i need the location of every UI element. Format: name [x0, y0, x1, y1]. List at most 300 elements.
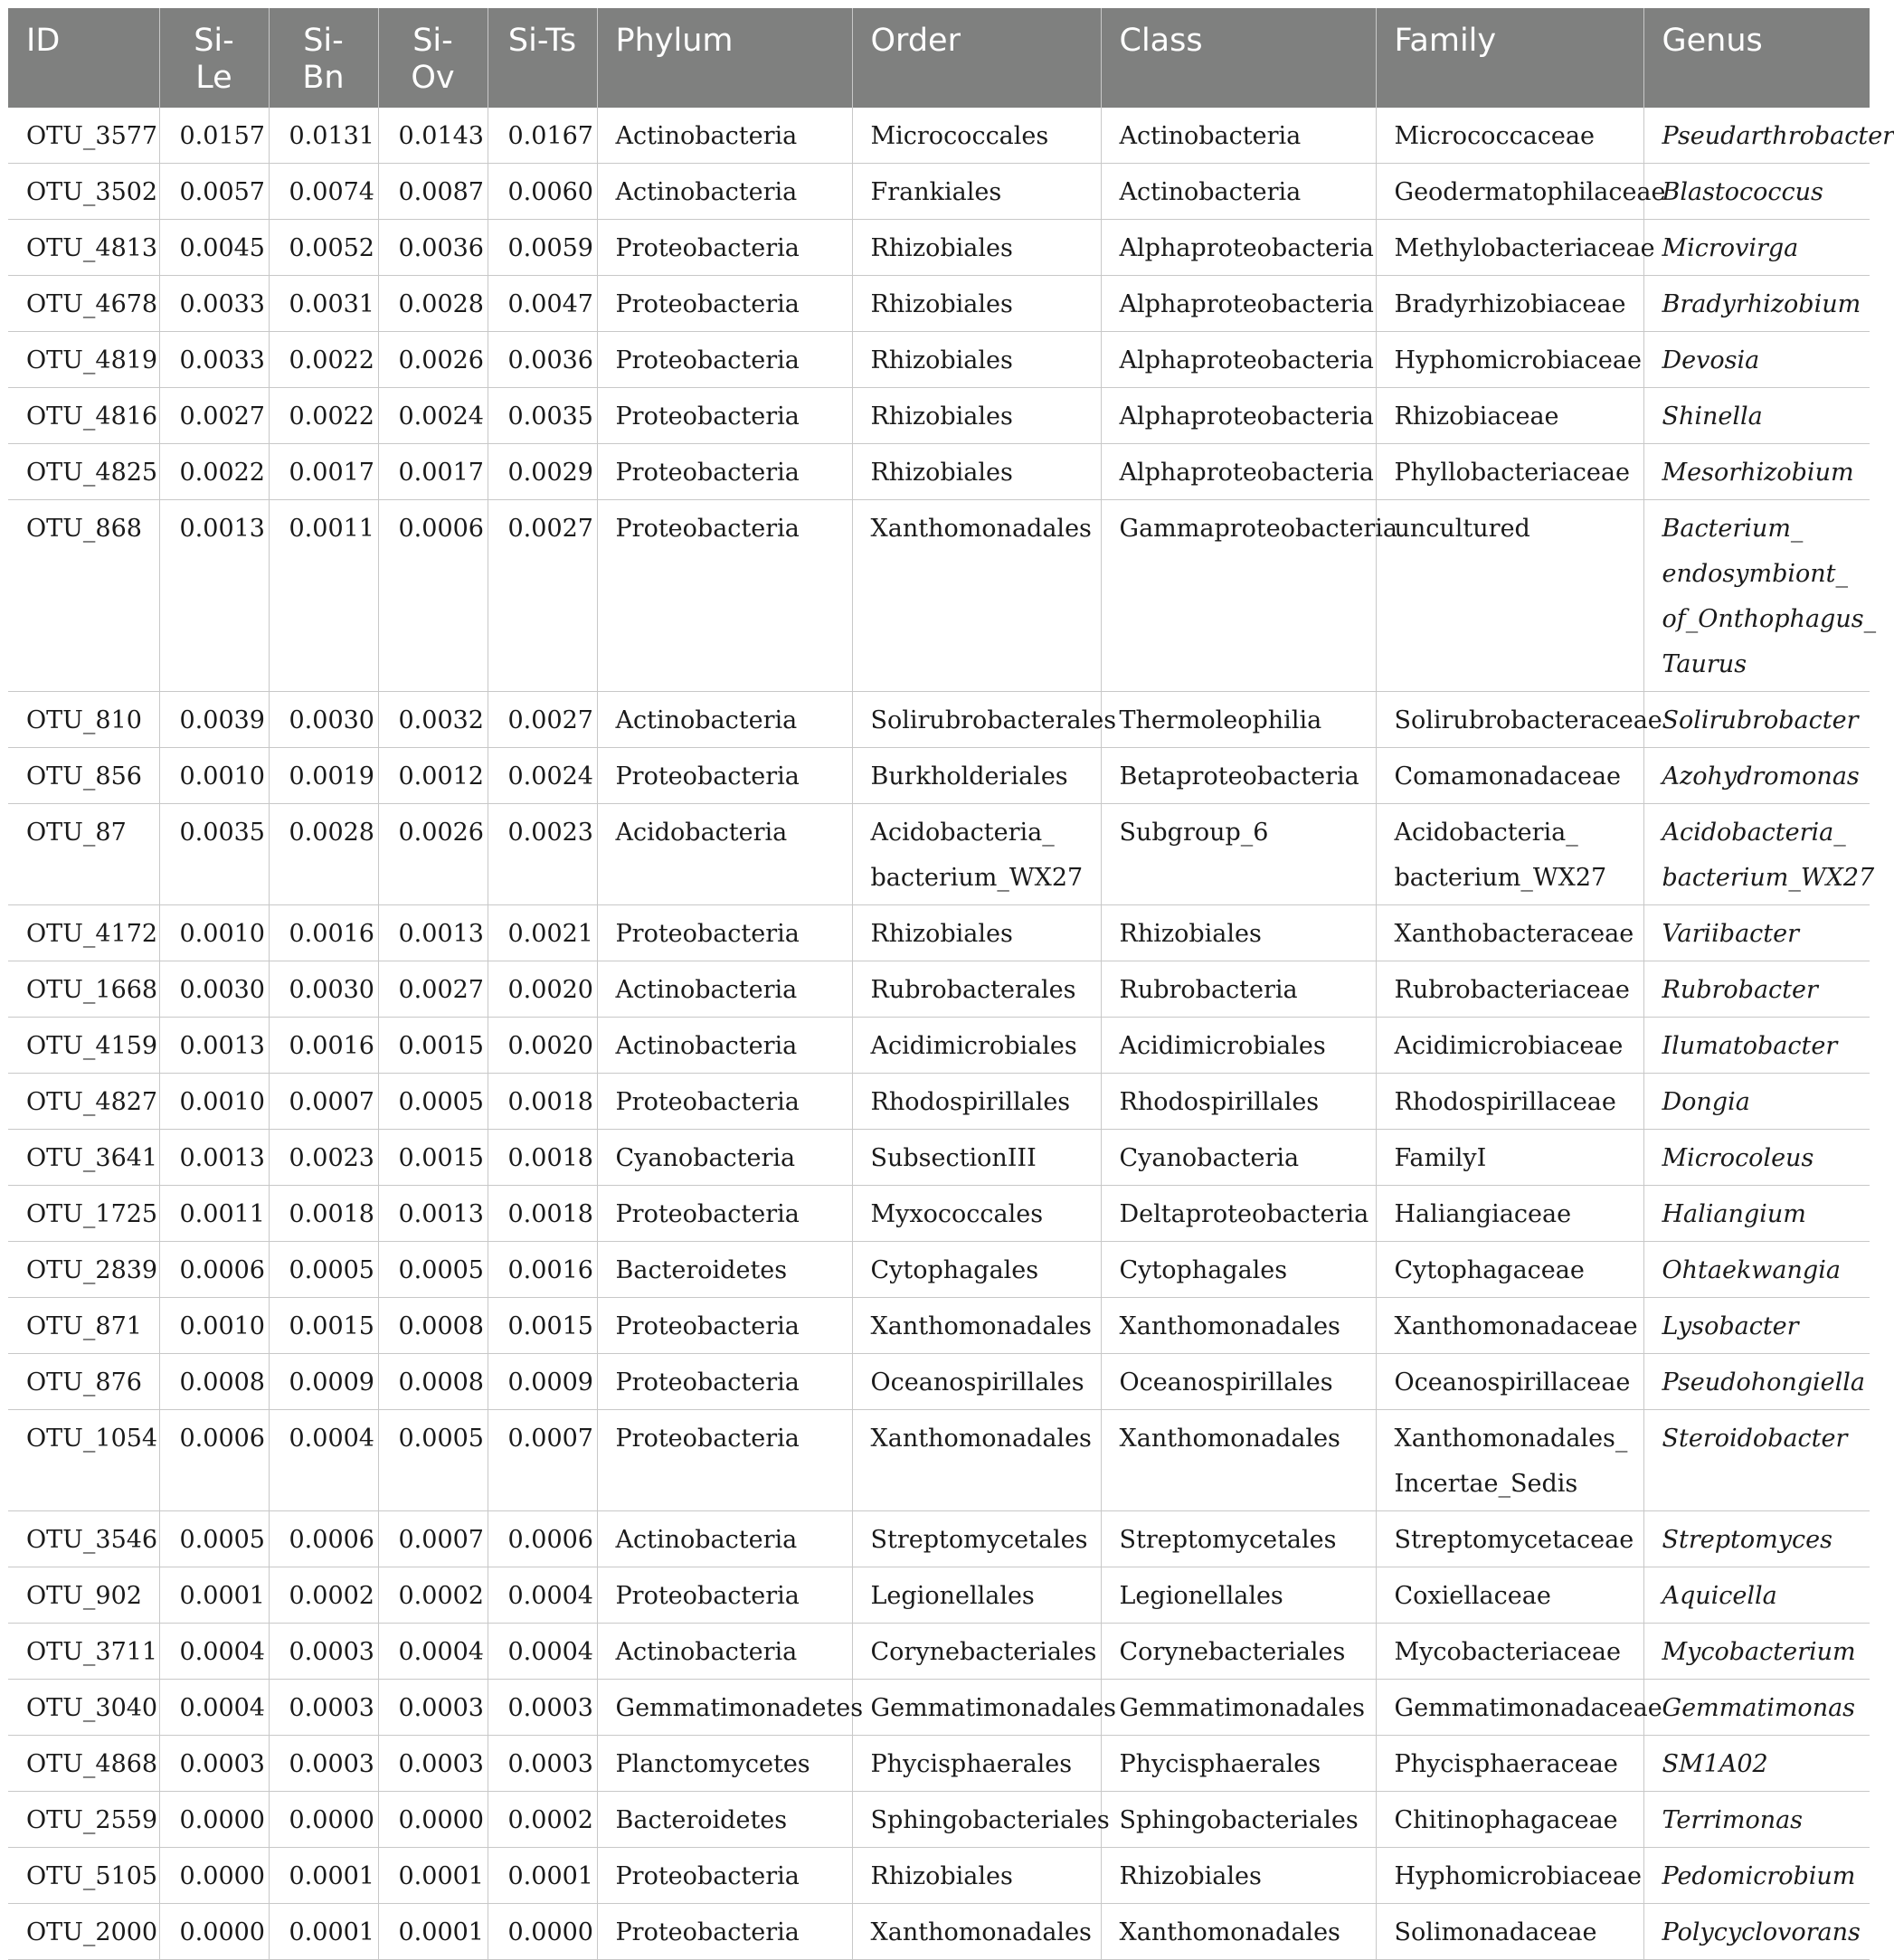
table-row	[8, 1567, 1870, 1624]
taxonomy-table-container	[8, 8, 1894, 1960]
cell-si-bn: 0.0009	[269, 1354, 378, 1410]
cell-si-ts: 0.0029	[488, 444, 597, 500]
cell-family: Xanthomonadaceae	[1376, 1298, 1643, 1354]
cell-si-ov: 0.0005	[378, 1410, 488, 1511]
cell-class: Oceanospirillales	[1101, 1354, 1376, 1410]
cell-order: SubsectionIII	[852, 1130, 1101, 1186]
cell-si-bn: 0.0002	[269, 1567, 378, 1624]
cell-class: Cyanobacteria	[1101, 1130, 1376, 1186]
cell-si-ts: 0.0006	[488, 1511, 597, 1567]
cell-class: Rhodospirillales	[1101, 1074, 1376, 1130]
cell-id: OTU_3641	[8, 1130, 159, 1186]
cell-genus: Aquicella	[1643, 1567, 1870, 1624]
table-row	[8, 276, 1870, 332]
cell-order: Streptomycetales	[852, 1511, 1101, 1567]
cell-phylum: Proteobacteria	[597, 905, 852, 961]
cell-genus: Devosia	[1643, 332, 1870, 388]
header-row	[8, 8, 1870, 108]
cell-genus: Terrimonas	[1643, 1792, 1870, 1848]
table-row	[8, 1792, 1870, 1848]
cell-class: Actinobacteria	[1101, 164, 1376, 220]
cell-si-ov: 0.0012	[378, 748, 488, 804]
cell-class: Acidimicrobiales	[1101, 1018, 1376, 1074]
table-row	[8, 1736, 1870, 1792]
cell-order: Rhizobiales	[852, 1848, 1101, 1904]
cell-si-ts: 0.0047	[488, 276, 597, 332]
cell-si-ov: 0.0003	[378, 1680, 488, 1736]
cell-order: Solirubrobacterales	[852, 692, 1101, 748]
cell-family: Phyllobacteriaceae	[1376, 444, 1643, 500]
cell-si-ts: 0.0027	[488, 692, 597, 748]
table-row	[8, 905, 1870, 961]
cell-phylum: Actinobacteria	[597, 1018, 852, 1074]
cell-id: OTU_876	[8, 1354, 159, 1410]
cell-class: Subgroup_6	[1101, 804, 1376, 905]
cell-id: OTU_5105	[8, 1848, 159, 1904]
cell-si-le: 0.0013	[159, 500, 269, 692]
cell-family: Bradyrhizobiaceae	[1376, 276, 1643, 332]
cell-si-bn: 0.0004	[269, 1410, 378, 1511]
cell-class: Streptomycetales	[1101, 1511, 1376, 1567]
cell-si-bn: 0.0016	[269, 905, 378, 961]
cell-si-le: 0.0004	[159, 1680, 269, 1736]
cell-si-ts: 0.0167	[488, 108, 597, 164]
cell-id: OTU_4678	[8, 276, 159, 332]
cell-si-ov: 0.0024	[378, 388, 488, 444]
header-si-ts: Si-Ts	[488, 8, 597, 108]
table-row	[8, 164, 1870, 220]
cell-genus: Bradyrhizobium	[1643, 276, 1870, 332]
cell-genus: Lysobacter	[1643, 1298, 1870, 1354]
cell-si-ts: 0.0001	[488, 1848, 597, 1904]
cell-phylum: Proteobacteria	[597, 388, 852, 444]
table-header	[8, 8, 1870, 108]
cell-class: Actinobacteria	[1101, 108, 1376, 164]
cell-si-bn: 0.0016	[269, 1018, 378, 1074]
cell-si-ov: 0.0087	[378, 164, 488, 220]
cell-si-le: 0.0013	[159, 1018, 269, 1074]
cell-family: Phycisphaeraceae	[1376, 1736, 1643, 1792]
table-body	[8, 108, 1894, 1960]
cell-genus: Blastococcus	[1643, 164, 1870, 220]
cell-si-le: 0.0010	[159, 1298, 269, 1354]
cell-si-bn: 0.0001	[269, 1848, 378, 1904]
table-row	[8, 220, 1870, 276]
cell-si-le: 0.0006	[159, 1242, 269, 1298]
cell-class: Deltaproteobacteria	[1101, 1186, 1376, 1242]
cell-phylum: Gemmatimonadetes	[597, 1680, 852, 1736]
cell-family: Chitinophagaceae	[1376, 1792, 1643, 1848]
cell-si-le: 0.0001	[159, 1567, 269, 1624]
cell-family: uncultured	[1376, 500, 1643, 692]
cell-si-ov: 0.0015	[378, 1130, 488, 1186]
cell-phylum: Proteobacteria	[597, 1298, 852, 1354]
cell-phylum: Proteobacteria	[597, 1410, 852, 1511]
cell-si-bn: 0.0052	[269, 220, 378, 276]
cell-si-bn: 0.0005	[269, 1242, 378, 1298]
cell-id: OTU_4172	[8, 905, 159, 961]
cell-si-le: 0.0027	[159, 388, 269, 444]
cell-si-ts: 0.0060	[488, 164, 597, 220]
cell-family: Hyphomicrobiaceae	[1376, 332, 1643, 388]
cell-order: Micrococcales	[852, 108, 1101, 164]
header-phylum: Phylum	[597, 8, 852, 108]
cell-class: Rhizobiales	[1101, 905, 1376, 961]
cell-si-bn: 0.0003	[269, 1680, 378, 1736]
cell-si-ov: 0.0015	[378, 1018, 488, 1074]
cell-id: OTU_3711	[8, 1624, 159, 1680]
cell-family: Haliangiaceae	[1376, 1186, 1643, 1242]
cell-phylum: Actinobacteria	[597, 108, 852, 164]
cell-phylum: Cyanobacteria	[597, 1130, 852, 1186]
cell-si-bn: 0.0074	[269, 164, 378, 220]
cell-si-le: 0.0157	[159, 108, 269, 164]
table-row	[8, 1848, 1870, 1904]
cell-si-ts: 0.0023	[488, 804, 597, 905]
cell-family: Micrococcaceae	[1376, 108, 1643, 164]
cell-genus: Microvirga	[1643, 220, 1870, 276]
taxonomy-table	[8, 8, 1894, 1960]
cell-si-ov: 0.0005	[378, 1242, 488, 1298]
cell-order: Myxococcales	[852, 1186, 1101, 1242]
cell-order: Rubrobacterales	[852, 961, 1101, 1018]
cell-phylum: Proteobacteria	[597, 500, 852, 692]
cell-class: Rubrobacteria	[1101, 961, 1376, 1018]
cell-family: Geodermatophilaceae	[1376, 164, 1643, 220]
cell-id: OTU_2559	[8, 1792, 159, 1848]
cell-si-ts: 0.0000	[488, 1904, 597, 1960]
cell-si-ov: 0.0013	[378, 905, 488, 961]
cell-class: Xanthomonadales	[1101, 1904, 1376, 1960]
cell-si-bn: 0.0030	[269, 961, 378, 1018]
cell-id: OTU_4813	[8, 220, 159, 276]
cell-si-le: 0.0033	[159, 332, 269, 388]
cell-id: OTU_87	[8, 804, 159, 905]
cell-si-ov: 0.0002	[378, 1567, 488, 1624]
cell-class: Alphaproteobacteria	[1101, 332, 1376, 388]
cell-class: Betaproteobacteria	[1101, 748, 1376, 804]
header-class: Class	[1101, 8, 1376, 108]
cell-phylum: Proteobacteria	[597, 1567, 852, 1624]
cell-phylum: Proteobacteria	[597, 1186, 852, 1242]
cell-si-le: 0.0039	[159, 692, 269, 748]
cell-si-le: 0.0013	[159, 1130, 269, 1186]
cell-id: OTU_1725	[8, 1186, 159, 1242]
cell-order: Xanthomonadales	[852, 1410, 1101, 1511]
cell-class: Alphaproteobacteria	[1101, 444, 1376, 500]
cell-si-bn: 0.0006	[269, 1511, 378, 1567]
cell-genus: Mycobacterium	[1643, 1624, 1870, 1680]
cell-order: Xanthomonadales	[852, 1298, 1101, 1354]
cell-genus: Haliangium	[1643, 1186, 1870, 1242]
cell-class: Alphaproteobacteria	[1101, 220, 1376, 276]
cell-class: Xanthomonadales	[1101, 1410, 1376, 1511]
header-family: Family	[1376, 8, 1643, 108]
cell-si-ov: 0.0026	[378, 332, 488, 388]
cell-si-le: 0.0000	[159, 1792, 269, 1848]
cell-si-ts: 0.0059	[488, 220, 597, 276]
cell-si-bn: 0.0022	[269, 388, 378, 444]
cell-id: OTU_4868	[8, 1736, 159, 1792]
table-row	[8, 748, 1870, 804]
cell-si-ts: 0.0018	[488, 1186, 597, 1242]
table-row	[8, 1242, 1870, 1298]
cell-order: Rhizobiales	[852, 220, 1101, 276]
cell-class: Gemmatimonadales	[1101, 1680, 1376, 1736]
cell-family: Xanthobacteraceae	[1376, 905, 1643, 961]
cell-genus: Pedomicrobium	[1643, 1848, 1870, 1904]
cell-si-ov: 0.0004	[378, 1624, 488, 1680]
cell-class: Sphingobacteriales	[1101, 1792, 1376, 1848]
cell-order: Rhizobiales	[852, 444, 1101, 500]
cell-si-le: 0.0008	[159, 1354, 269, 1410]
cell-order: Acidobacteria_ bacterium_WX27	[852, 804, 1101, 905]
table-row	[8, 804, 1870, 905]
cell-si-ts: 0.0004	[488, 1624, 597, 1680]
cell-si-ts: 0.0020	[488, 961, 597, 1018]
cell-family: Coxiellaceae	[1376, 1567, 1643, 1624]
cell-si-ts: 0.0009	[488, 1354, 597, 1410]
cell-si-ov: 0.0006	[378, 500, 488, 692]
cell-si-ov: 0.0007	[378, 1511, 488, 1567]
table-row	[8, 1904, 1870, 1960]
cell-si-ts: 0.0018	[488, 1074, 597, 1130]
header-si-bn	[269, 8, 378, 108]
cell-id: OTU_4827	[8, 1074, 159, 1130]
cell-phylum: Proteobacteria	[597, 1354, 852, 1410]
cell-id: OTU_4825	[8, 444, 159, 500]
cell-order: Xanthomonadales	[852, 1904, 1101, 1960]
cell-si-le: 0.0035	[159, 804, 269, 905]
table-row	[8, 1018, 1870, 1074]
cell-si-ts: 0.0015	[488, 1298, 597, 1354]
cell-phylum: Planctomycetes	[597, 1736, 852, 1792]
cell-phylum: Actinobacteria	[597, 1511, 852, 1567]
cell-id: OTU_3577	[8, 108, 159, 164]
cell-phylum: Proteobacteria	[597, 1904, 852, 1960]
header-si-le	[159, 8, 269, 108]
table-row	[8, 444, 1870, 500]
cell-phylum: Proteobacteria	[597, 220, 852, 276]
cell-order: Cytophagales	[852, 1242, 1101, 1298]
table-row	[8, 1186, 1870, 1242]
cell-si-ov: 0.0027	[378, 961, 488, 1018]
cell-order: Phycisphaerales	[852, 1736, 1101, 1792]
table-row	[8, 332, 1870, 388]
cell-genus: Variibacter	[1643, 905, 1870, 961]
cell-si-bn: 0.0003	[269, 1736, 378, 1792]
cell-genus: Streptomyces	[1643, 1511, 1870, 1567]
cell-si-le: 0.0000	[159, 1904, 269, 1960]
cell-si-le: 0.0005	[159, 1511, 269, 1567]
cell-si-ov: 0.0028	[378, 276, 488, 332]
cell-si-ov: 0.0026	[378, 804, 488, 905]
cell-si-le: 0.0057	[159, 164, 269, 220]
cell-order: Rhizobiales	[852, 905, 1101, 961]
header-si-bn-label: Si- Bn	[302, 23, 345, 96]
cell-si-ts: 0.0020	[488, 1018, 597, 1074]
table-row	[8, 108, 1870, 164]
cell-si-ov: 0.0003	[378, 1736, 488, 1792]
cell-order: Corynebacteriales	[852, 1624, 1101, 1680]
cell-id: OTU_1054	[8, 1410, 159, 1511]
cell-family: Acidobacteria_ bacterium_WX27	[1376, 804, 1643, 905]
cell-family: Solirubrobacteraceae	[1376, 692, 1643, 748]
cell-id: OTU_4819	[8, 332, 159, 388]
cell-order: Burkholderiales	[852, 748, 1101, 804]
cell-si-ov: 0.0008	[378, 1298, 488, 1354]
cell-si-le: 0.0011	[159, 1186, 269, 1242]
cell-id: OTU_810	[8, 692, 159, 748]
cell-phylum: Acidobacteria	[597, 804, 852, 905]
cell-family: Oceanospirillaceae	[1376, 1354, 1643, 1410]
header-si-le-label: Si- Le	[194, 23, 234, 96]
cell-si-le: 0.0004	[159, 1624, 269, 1680]
cell-class: Rhizobiales	[1101, 1848, 1376, 1904]
cell-id: OTU_4159	[8, 1018, 159, 1074]
cell-class: Alphaproteobacteria	[1101, 388, 1376, 444]
cell-genus: Ohtaekwangia	[1643, 1242, 1870, 1298]
cell-family: Streptomycetaceae	[1376, 1511, 1643, 1567]
cell-si-le: 0.0045	[159, 220, 269, 276]
header-order: Order	[852, 8, 1101, 108]
cell-id: OTU_871	[8, 1298, 159, 1354]
cell-class: Alphaproteobacteria	[1101, 276, 1376, 332]
cell-si-bn: 0.0028	[269, 804, 378, 905]
cell-family: Comamonadaceae	[1376, 748, 1643, 804]
cell-si-ts: 0.0036	[488, 332, 597, 388]
cell-id: OTU_856	[8, 748, 159, 804]
cell-si-ts: 0.0004	[488, 1567, 597, 1624]
cell-phylum: Actinobacteria	[597, 692, 852, 748]
cell-family: Xanthomonadales_ Incertae_Sedis	[1376, 1410, 1643, 1511]
cell-genus: Microcoleus	[1643, 1130, 1870, 1186]
cell-id: OTU_3040	[8, 1680, 159, 1736]
table-row	[8, 1511, 1870, 1567]
cell-class: Gammaproteobacteria	[1101, 500, 1376, 692]
cell-si-le: 0.0022	[159, 444, 269, 500]
cell-family: Rhizobiaceae	[1376, 388, 1643, 444]
table-row	[8, 1410, 1870, 1511]
cell-id: OTU_3502	[8, 164, 159, 220]
cell-si-ov: 0.0005	[378, 1074, 488, 1130]
cell-id: OTU_2000	[8, 1904, 159, 1960]
cell-genus: Gemmatimonas	[1643, 1680, 1870, 1736]
cell-si-ov: 0.0008	[378, 1354, 488, 1410]
cell-si-ov: 0.0013	[378, 1186, 488, 1242]
cell-id: OTU_2839	[8, 1242, 159, 1298]
cell-si-bn: 0.0031	[269, 276, 378, 332]
cell-family: Mycobacteriaceae	[1376, 1624, 1643, 1680]
cell-family: Cytophagaceae	[1376, 1242, 1643, 1298]
table-row	[8, 500, 1870, 692]
cell-si-le: 0.0006	[159, 1410, 269, 1511]
cell-phylum: Proteobacteria	[597, 444, 852, 500]
cell-order: Rhizobiales	[852, 332, 1101, 388]
cell-si-bn: 0.0030	[269, 692, 378, 748]
cell-id: OTU_3546	[8, 1511, 159, 1567]
cell-class: Cytophagales	[1101, 1242, 1376, 1298]
cell-si-le: 0.0003	[159, 1736, 269, 1792]
cell-si-le: 0.0010	[159, 905, 269, 961]
cell-si-bn: 0.0022	[269, 332, 378, 388]
table-row	[8, 1680, 1870, 1736]
cell-si-bn: 0.0017	[269, 444, 378, 500]
cell-phylum: Proteobacteria	[597, 276, 852, 332]
cell-order: Rhizobiales	[852, 388, 1101, 444]
cell-family: FamilyI	[1376, 1130, 1643, 1186]
cell-si-bn: 0.0023	[269, 1130, 378, 1186]
cell-phylum: Proteobacteria	[597, 1074, 852, 1130]
cell-genus: Shinella	[1643, 388, 1870, 444]
table-row	[8, 961, 1870, 1018]
cell-class: Phycisphaerales	[1101, 1736, 1376, 1792]
cell-si-le: 0.0010	[159, 748, 269, 804]
table-row	[8, 388, 1870, 444]
cell-family: Solimonadaceae	[1376, 1904, 1643, 1960]
cell-class: Legionellales	[1101, 1567, 1376, 1624]
header-id: ID	[8, 8, 159, 108]
cell-si-le: 0.0030	[159, 961, 269, 1018]
cell-si-bn: 0.0019	[269, 748, 378, 804]
cell-family: Rubrobacteriaceae	[1376, 961, 1643, 1018]
cell-phylum: Proteobacteria	[597, 748, 852, 804]
cell-si-ts: 0.0035	[488, 388, 597, 444]
cell-genus: Rubrobacter	[1643, 961, 1870, 1018]
cell-phylum: Actinobacteria	[597, 1624, 852, 1680]
table-row	[8, 1074, 1870, 1130]
cell-si-bn: 0.0018	[269, 1186, 378, 1242]
cell-family: Gemmatimonadaceae	[1376, 1680, 1643, 1736]
cell-order: Xanthomonadales	[852, 500, 1101, 692]
cell-genus: Steroidobacter	[1643, 1410, 1870, 1511]
cell-si-ov: 0.0032	[378, 692, 488, 748]
cell-si-ts: 0.0003	[488, 1680, 597, 1736]
cell-class: Corynebacteriales	[1101, 1624, 1376, 1680]
cell-order: Frankiales	[852, 164, 1101, 220]
cell-si-ts: 0.0018	[488, 1130, 597, 1186]
cell-si-ov: 0.0001	[378, 1848, 488, 1904]
cell-class: Xanthomonadales	[1101, 1298, 1376, 1354]
cell-si-le: 0.0000	[159, 1848, 269, 1904]
table-row	[8, 1298, 1870, 1354]
cell-si-bn: 0.0015	[269, 1298, 378, 1354]
table-row	[8, 692, 1870, 748]
cell-order: Acidimicrobiales	[852, 1018, 1101, 1074]
cell-si-bn: 0.0000	[269, 1792, 378, 1848]
cell-order: Rhizobiales	[852, 276, 1101, 332]
cell-si-ts: 0.0027	[488, 500, 597, 692]
cell-si-ov: 0.0001	[378, 1904, 488, 1960]
cell-si-ov: 0.0017	[378, 444, 488, 500]
cell-si-ov: 0.0000	[378, 1792, 488, 1848]
cell-genus: Mesorhizobium	[1643, 444, 1870, 500]
cell-id: OTU_868	[8, 500, 159, 692]
cell-family: Rhodospirillaceae	[1376, 1074, 1643, 1130]
cell-family: Acidimicrobiaceae	[1376, 1018, 1643, 1074]
cell-si-bn: 0.0003	[269, 1624, 378, 1680]
cell-genus: Polycyclovorans	[1643, 1904, 1870, 1960]
header-genus: Genus	[1643, 8, 1870, 108]
cell-si-le: 0.0010	[159, 1074, 269, 1130]
cell-phylum: Actinobacteria	[597, 164, 852, 220]
table-row	[8, 1624, 1870, 1680]
cell-order: Sphingobacteriales	[852, 1792, 1101, 1848]
cell-si-bn: 0.0001	[269, 1904, 378, 1960]
cell-id: OTU_4816	[8, 388, 159, 444]
cell-si-ts: 0.0024	[488, 748, 597, 804]
cell-si-ts: 0.0016	[488, 1242, 597, 1298]
